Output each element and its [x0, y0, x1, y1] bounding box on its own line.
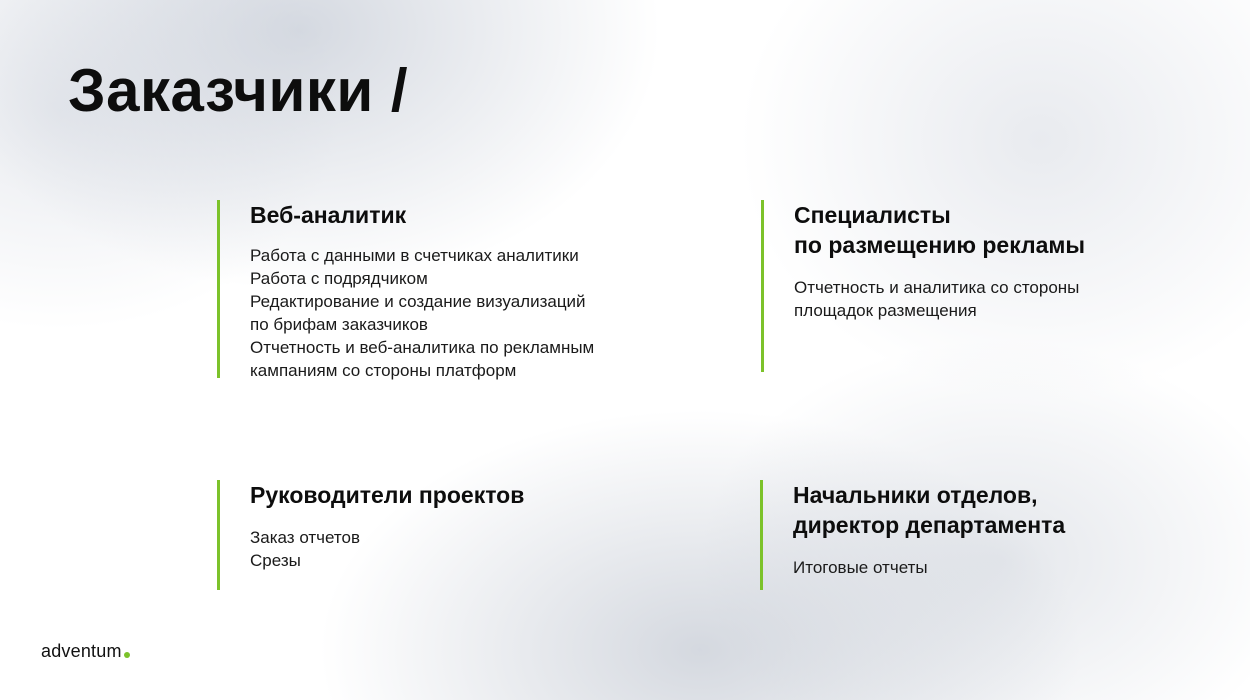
card-description — [250, 526, 524, 572]
card-line: по брифам заказчиков — [250, 315, 428, 334]
card-line: Срезы — [250, 551, 301, 570]
card-title: Начальники отделов, директор департамента — [793, 482, 1066, 538]
card-line: Отчетность и аналитика со стороны — [794, 278, 1080, 297]
card-line: Отчетность и веб-аналитика по рекламным — [250, 338, 595, 357]
logo-text: adventum — [41, 641, 122, 661]
card-description — [794, 276, 1085, 322]
card-title: Руководители проектов — [250, 482, 525, 508]
card-line: Итоговые отчеты — [793, 558, 928, 577]
card-web-analyst — [217, 200, 594, 378]
card-line: Заказ отчетов — [250, 528, 361, 547]
card-title: Специалисты по размещению рекламы — [794, 202, 1086, 258]
card-description — [250, 244, 594, 382]
card-title: Веб-аналитик — [250, 202, 407, 228]
page-title: Заказчики / — [68, 57, 409, 124]
card-line: Работа с подрядчиком — [250, 269, 428, 288]
card-ad-specialists — [761, 200, 1085, 372]
card-line: Работа с данными в счетчиках аналитики — [250, 246, 579, 265]
adventum-logo — [41, 641, 130, 662]
card-project-managers — [217, 480, 524, 590]
card-description — [793, 556, 1065, 579]
logo-dot-icon — [124, 652, 130, 658]
card-line: кампаниям со стороны платформ — [250, 361, 517, 380]
card-line: площадок размещения — [794, 301, 977, 320]
card-department-heads — [760, 480, 1065, 590]
card-line: Редактирование и создание визуализаций — [250, 292, 586, 311]
